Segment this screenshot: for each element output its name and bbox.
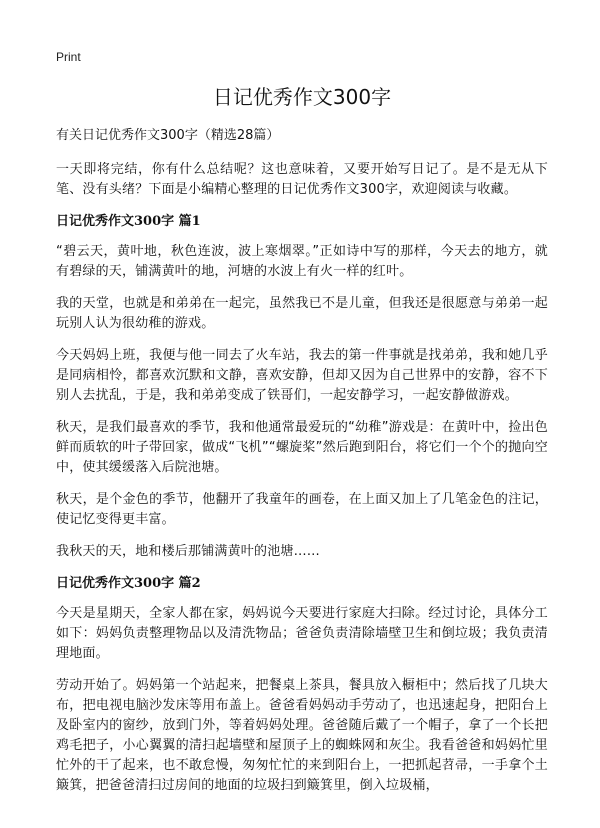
paragraph: 今天是星期天，全家人都在家，妈妈说今天要进行家庭大扫除。经过讨论，具体分工如下：妈妈负责整理物品以及清洗物品；爸爸负责清除墙壁卫生和倒垃圾；我负责清理地面。 — [56, 606, 548, 661]
print-link[interactable]: Print — [56, 50, 81, 64]
paragraph: “碧云天，黄叶地，秋色连波，波上寒烟翠。”正如诗中写的那样，今天去的地方，就有碧绿的天，铺满黄叶的地，河塘的水波上有火一样的红叶。 — [56, 244, 548, 279]
paragraph: 我的天堂，也就是和弟弟在一起完，虽然我已不是儿童，但我还是很愿意与弟弟一起玩别人认为很幼稚的游戏。 — [56, 296, 548, 331]
paragraph: 今天妈妈上班，我便与他一同去了火车站，我去的第一件事就是找弟弟，我和她几乎是同病相怜，都喜欢沉默和文静，喜欢安静，但却又因为自己世界中的安静，容不下别人去扰乱，于是，我和弟弟变成了铁哥们，一起安静学习，一起安静做游戏。 — [56, 348, 548, 403]
section-heading: 日记优秀作文300字 篇2 — [56, 576, 201, 591]
section-heading: 日记优秀作文300字 篇1 — [56, 214, 201, 229]
document-title: 日记优秀作文300字 — [212, 85, 392, 109]
section-1 — [56, 212, 548, 562]
paragraph: 秋天，是个金色的季节，他翻开了我童年的画卷，在上面又加上了几笔金色的注记，使记忆变得更丰富。 — [56, 492, 548, 527]
paragraph: 我秋天的天，地和楼后那铺满黄叶的池塘…… — [56, 544, 321, 559]
intro-paragraph: 一天即将完结，你有什么总结呢？这也意味着，又要开始写日记了。是不是无从下笔、没有头绪？下面是小编精心整理的日记优秀作文300字，欢迎阅读与收藏。 — [56, 162, 548, 197]
paragraph: 劳动开始了。妈妈第一个站起来，把餐桌上茶具，餐具放入橱柜中；然后找了几块大布，把电视电脑沙发床等用布盖上。爸爸看妈妈动手劳动了，也迅速起身，把阳台上及卧室内的窗纱，放到门外，等着妈妈处理。爸爸随后戴了一个帽子，拿了一个长把鸡毛把子，小心翼翼的清扫起墙壁和屋顶子上的蜘蛛网和灰尘。我看爸爸和妈妈忙里忙外的干了起来，也不敢怠慢，匆匆忙忙的来到阳台上，一把抓起苕帚，一手拿个土簸箕，把爸爸清扫过房间的地面的垃圾扫到簸箕里，倒入垃圾桶， — [56, 678, 548, 793]
paragraph: 秋天，是我们最喜欢的季节，我和他通常最爱玩的“幼稚”游戏是：在黄叶中，捡出色鲜而质软的叶子带回家，做成“飞机”“螺旋桨”然后跑到阳台，将它们一个个的抛向空中，使其缓缓落入后院池塘。 — [56, 420, 548, 475]
document-subtitle: 有关日记优秀作文300字（精选28篇） — [56, 128, 280, 143]
section-2 — [56, 574, 548, 796]
